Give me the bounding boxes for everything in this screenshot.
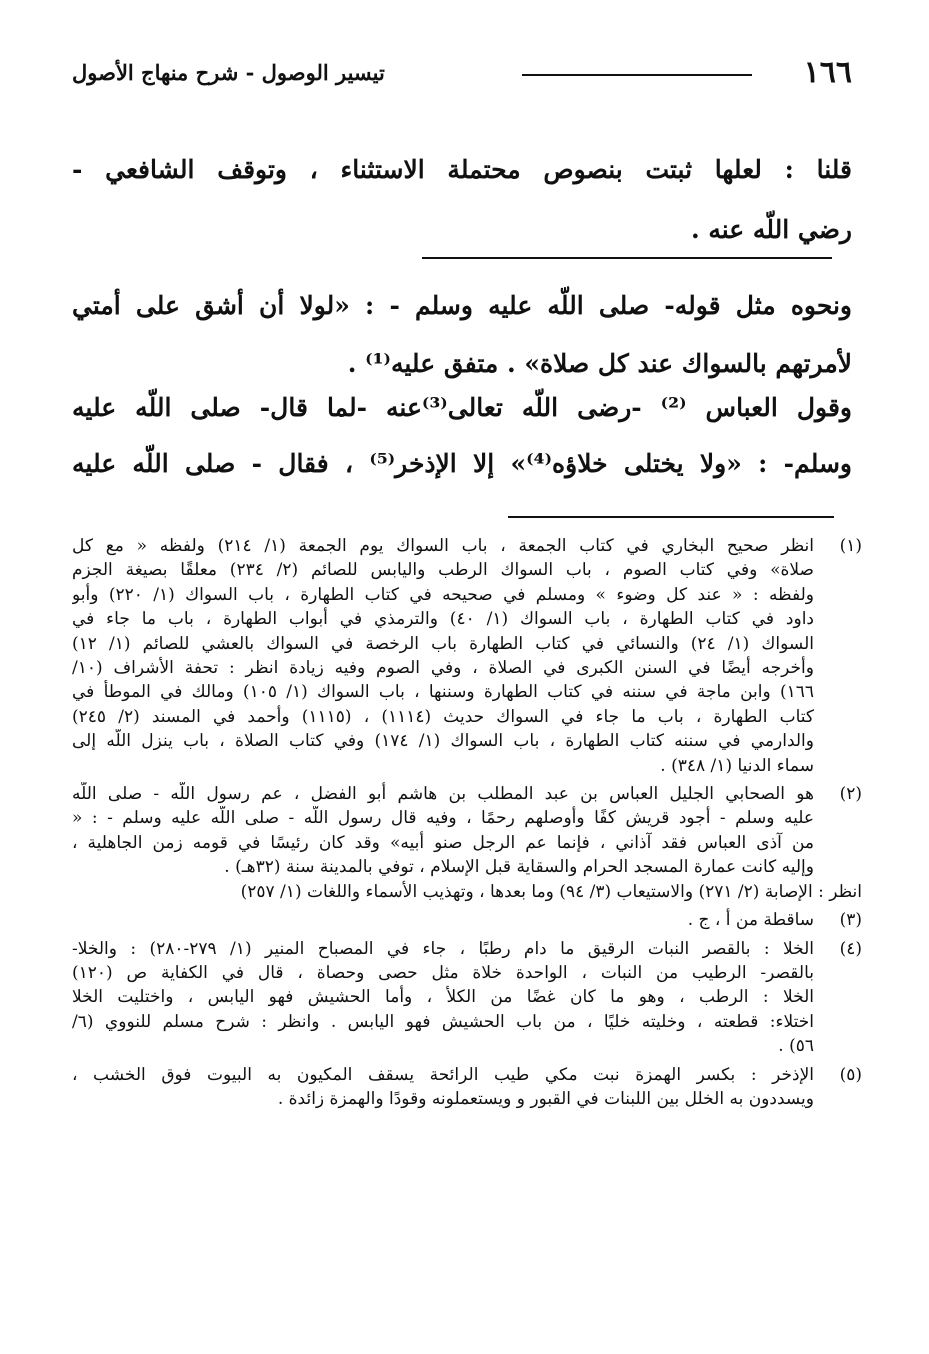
text-line: ونحوه مثل قوله- صلى اللّه عليه وسلم - : «لولا أن أشق على أمتي bbox=[72, 291, 852, 320]
footnote-line: الخلا : بالقصر النبات الرقيق ما دام رطبًا ، جاء في المصباح المنير (١/ ٢٧٩-٢٨٠) : والخلا- bbox=[72, 938, 814, 959]
footnote-number: (٥) bbox=[839, 1064, 862, 1085]
page-header bbox=[72, 52, 852, 94]
footnote-line: وإليه كانت عمارة المسجد الحرام والسقاية قبل الإسلام ، توفي بالمدينة سنة (٣٢هـ) . bbox=[224, 857, 814, 878]
footnote-3 bbox=[72, 908, 862, 932]
text-line: وقول العباس ⁽²⁾ -رضى اللّه تعالى⁽³⁾عنه -لما قال- صلى اللّه عليه bbox=[72, 393, 852, 422]
footnote-line: عليه وسلم - أجود قريش كفًا وأوصلهم رحمًا ، وفيه قال رسول اللّه - صلى اللّه عليه وسلم - : « bbox=[72, 808, 814, 829]
footnote-line: داود في كتاب الطهارة ، باب السواك (١/ ٤٠) والترمذي في أبواب الطهارة ، باب ما جاء في bbox=[72, 609, 814, 630]
footnote-line: ولفظه : « عند كل وضوء » ومسلم في صحيحه في كتاب الطهارة ، باب السواك (١/ ٢٢٠) وأبو bbox=[72, 584, 814, 605]
running-title: تيسير الوصول - شرح منهاج الأصول bbox=[72, 60, 385, 85]
footnote-line: الإذخر : بكسر الهمزة نبت مكي طيب الرائحة يسقف المكيون به البيوت فوق الخشب ، bbox=[72, 1064, 814, 1085]
footnote-line: والدارمي في سننه كتاب الطهارة ، باب السواك (١/ ١٧٤) وفي كتاب الصلاة ، باب ينزل اللّه إلى bbox=[72, 731, 814, 752]
footnote-2 bbox=[72, 782, 862, 904]
footnote-4 bbox=[72, 937, 862, 1059]
footnote-number: (٤) bbox=[839, 938, 862, 959]
footnote-line: ويسددون به الخلل بين اللبنات في القبور و ويستعملونه وقودًا والهمزة زائدة . bbox=[277, 1088, 814, 1109]
text-line: وسلم- : «ولا يختلى خلاؤه⁽⁴⁾» إلا الإذخر⁽⁵⁾ ، فقال - صلى اللّه عليه bbox=[72, 449, 852, 478]
footnote-number: (٢) bbox=[839, 784, 862, 805]
footnote-1 bbox=[72, 534, 862, 778]
footnote-number: (١) bbox=[839, 536, 862, 556]
footnote-line: السواك (١/ ٢٤) والنسائي في كتاب الطهارة باب الرخصة في السواك بالعشي للصائم (١/ ١٢) bbox=[72, 633, 814, 654]
section-divider bbox=[422, 257, 832, 259]
footnote-line: الخلا : الرطب ، وهو ما كان غضًا من الكلأ ، وأما الحشيش فهو اليابس ، واختليت الخلا bbox=[72, 987, 814, 1008]
footnote-separator bbox=[508, 516, 834, 518]
paragraph-hadith-siwak bbox=[72, 277, 852, 393]
footnote-5 bbox=[72, 1063, 862, 1112]
footnote-line: اختلاء: قطعته ، وخليته خليًا ، من باب الحشيش فهو اليابس . وانظر : شرح مسلم للنووي (٦/ bbox=[72, 1011, 814, 1032]
footnote-line: هو الصحابي الجليل العباس بن عبد المطلب بن هاشم أبو الفضل ، عم رسول اللّه - صلى اللّه bbox=[72, 784, 814, 805]
footnote-line: من آذى العباس فقد آذاني ، فإنما عم الرجل صنو أبيه» وقد كان رئيسًا في قومه زمن الجاهلية ، bbox=[72, 832, 814, 853]
footnote-line: سماء الدنيا (١/ ٣٤٨) . bbox=[660, 755, 814, 776]
footnote-line: كتاب الطهارة ، باب ما جاء في السواك حديث (١١١٤) ، (١١١٥) وأحمد في المسند (٢/ ٢٤٥) bbox=[72, 706, 814, 727]
footnotes bbox=[72, 534, 862, 1115]
footnote-number: (٣) bbox=[839, 910, 862, 931]
paragraph-reply bbox=[72, 140, 852, 260]
header-rule bbox=[522, 74, 752, 76]
paragraph-abbas bbox=[72, 380, 852, 492]
page-number: ١٦٦ bbox=[803, 55, 852, 90]
footnote-line: ١٦٦) وابن ماجة في سننه في كتاب الطهارة وسننها ، باب السواك (١/ ١٠٥) ومالك في الموطأ في bbox=[72, 682, 814, 703]
footnote-line: ساقطة من أ ، ج . bbox=[687, 910, 814, 931]
text-line: لأمرتهم بالسواك عند كل صلاة» . متفق عليه⁽¹⁾ . bbox=[347, 349, 852, 378]
footnote-line: وأخرجه أيضًا في السنن الكبرى في الصلاة ، وفي الصوم وفيه زيادة انظر : تحفة الأشراف (١٠/ bbox=[72, 658, 814, 679]
text-line: قلنا : لعلها ثبتت بنصوص محتملة الاستثناء ، وتوقف الشافعي - bbox=[72, 155, 852, 184]
footnote-line: ٥٦) . bbox=[778, 1036, 814, 1057]
footnote-line: صلاة» وفي كتاب الصوم ، باب السواك الرطب واليابس للصائم (٢/ ٢٣٤) معلقًا بصيغة الجزم bbox=[72, 560, 814, 581]
footnote-line: انظر صحيح البخاري في كتاب الجمعة ، باب السواك يوم الجمعة (١/ ٢١٤) ولفظه « مع كل bbox=[72, 536, 814, 556]
text-line: رضي اللّه عنه . bbox=[690, 215, 852, 244]
footnote-references: انظر : الإصابة (٢/ ٢٧١) والاستيعاب (٣/ ٩٤) وما بعدها ، وتهذيب الأسماء واللغات (١/ ٢٥٧) bbox=[240, 881, 862, 902]
footnote-line: بالقصر- الرطيب من النبات ، الواحدة خلاة مثل حصى وحصاة ، قال في الكفاية ص (١٢٠) bbox=[72, 962, 814, 983]
